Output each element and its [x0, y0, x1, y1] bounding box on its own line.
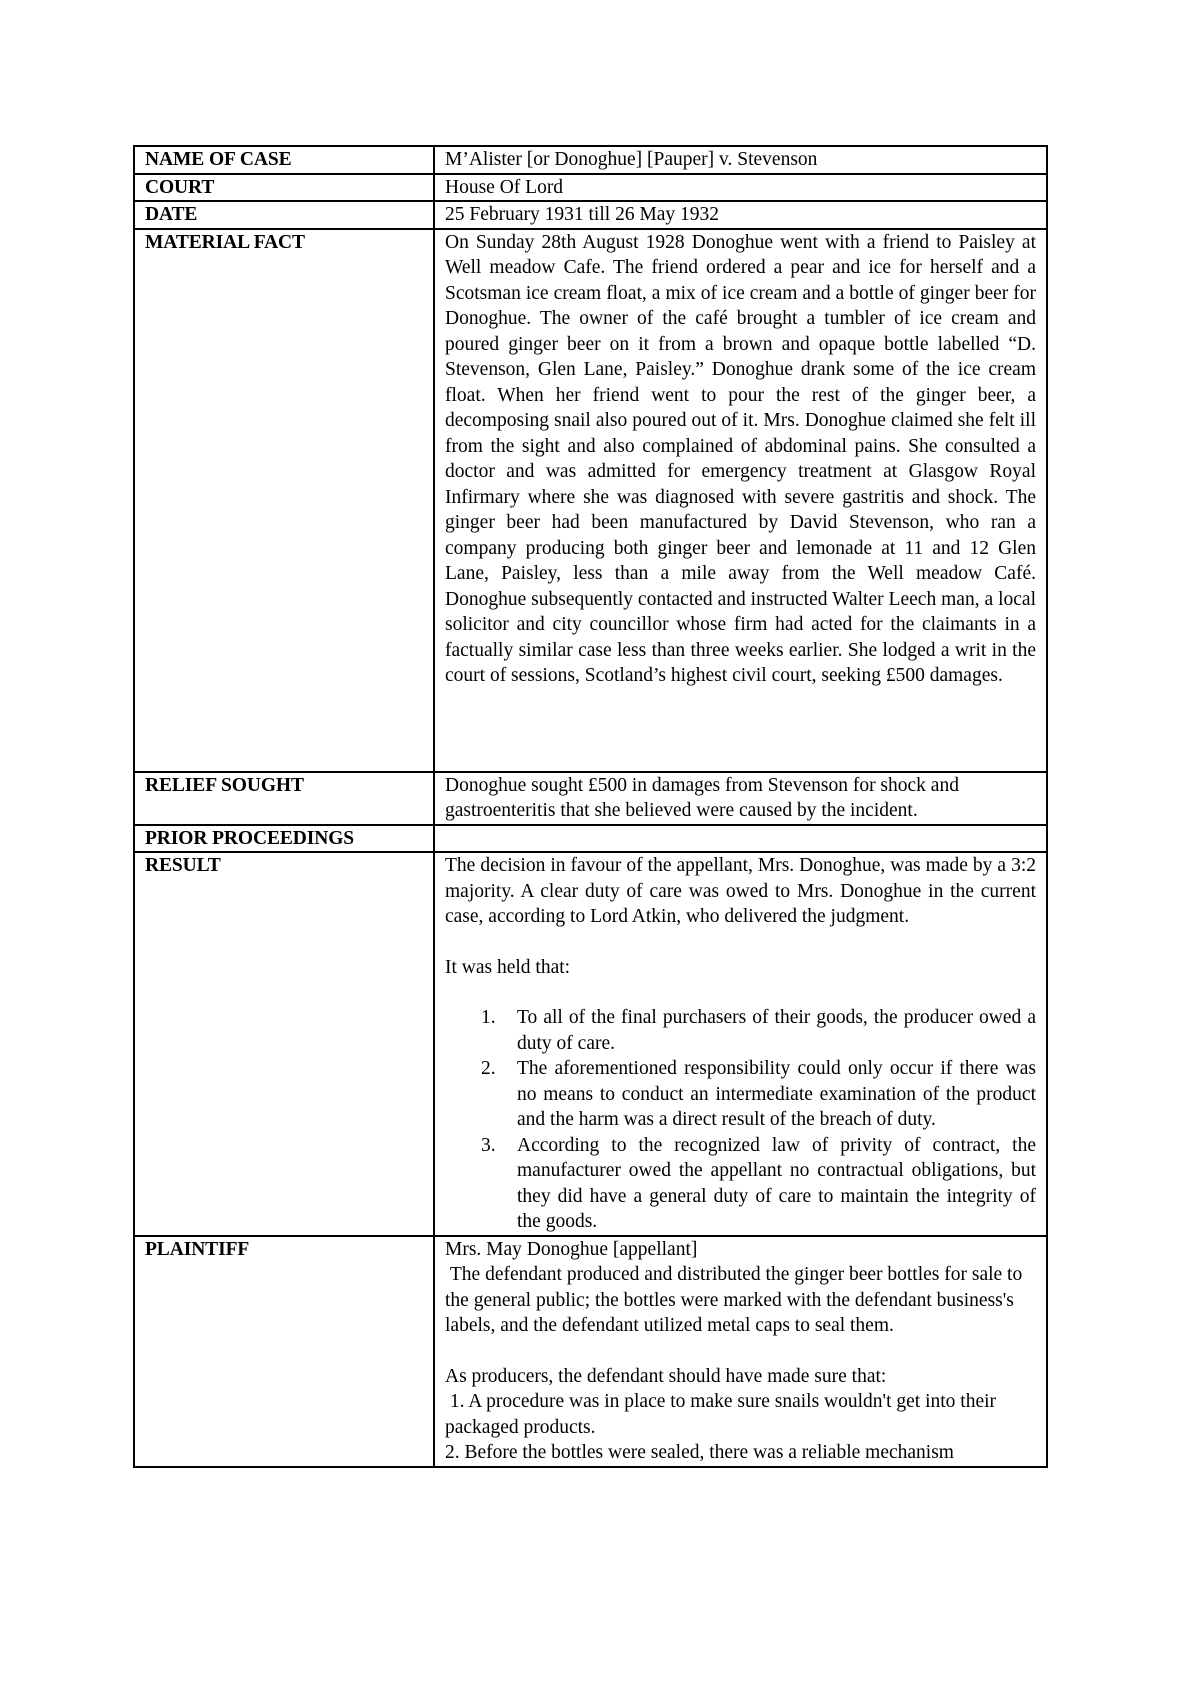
value-date: 25 February 1931 till 26 May 1932 — [434, 201, 1047, 229]
held-item-text: According to the recognized law of privity of contract, the manufacturer owed the appellant no contractual obligations, but they did have a general duty of care to maintain the integrity of the goods. — [517, 1134, 1036, 1232]
result-held-intro: It was held that: — [445, 956, 571, 978]
held-item-number: 3. — [481, 1134, 496, 1156]
label-date: DATE — [134, 201, 434, 229]
held-item — [481, 1056, 1036, 1133]
value-relief-sought: Donoghue sought £500 in damages from Stevenson for shock and gastroenteritis that she believed were caused by the incident. — [434, 772, 1047, 825]
label-name-of-case: NAME OF CASE — [134, 146, 434, 174]
row-result — [134, 852, 1047, 1236]
held-item — [481, 1005, 1036, 1056]
held-item-number: 2. — [481, 1058, 496, 1079]
result-intro: The decision in favour of the appellant, Mrs. Donoghue, was made by a 3:2 majority. A clear duty of care was owed to Mrs. Donoghue in the current case, according to Lord Atkin, who delivered the judgment. — [445, 855, 1036, 927]
case-brief-table — [133, 145, 1048, 1468]
row-plaintiff — [134, 1236, 1047, 1467]
label-material-fact: MATERIAL FACT — [134, 229, 434, 772]
plaintiff-point-1: 1. A procedure was in place to make sure snails wouldn't get into their packaged products. — [445, 1391, 1001, 1438]
value-court: House Of Lord — [434, 174, 1047, 202]
row-material-fact — [134, 229, 1047, 772]
row-name-of-case — [134, 146, 1047, 174]
held-list — [445, 1005, 1036, 1235]
held-item — [481, 1133, 1036, 1235]
row-prior-proceedings — [134, 825, 1047, 853]
label-prior-proceedings: PRIOR PROCEEDINGS — [134, 825, 434, 853]
held-item-text: To all of the final purchasers of their goods, the producer owed a duty of care. — [517, 1007, 1036, 1054]
value-prior-proceedings — [434, 825, 1047, 853]
plaintiff-facts: The defendant produced and distributed the ginger beer bottles for sale to the general public; the bottles were marked with the defendant business's labels, and the defendant utilized metal caps to seal them. — [445, 1264, 1028, 1336]
plaintiff-name: Mrs. May Donoghue [appellant] — [445, 1238, 698, 1260]
value-material-fact: On Sunday 28th August 1928 Donoghue went with a friend to Paisley at Well meadow Cafe. The friend ordered a pear and ice for herself and a Scotsman ice cream float, a mix of ice cream and a bottle of ginger beer for Donoghue. The owner of the café brought a tumbler of ice cream and poured ginger beer on it from a brown and opaque bottle labelled “D. Stevenson, Glen Lane, Paisley.” Donoghue drank some of the ice cream float. When her friend went to pour the rest of the ginger beer, a decomposing snail also poured out of it. Mrs. Donoghue claimed she felt ill from the sight and also complained of abdominal pains. She consulted a doctor and was admitted for emergency treatment at Glasgow Royal Infirmary where she was diagnosed with severe gastritis and shock. The ginger beer had been manufactured by David Stevenson, who ran a company producing both ginger beer and lemonade at 11 and 12 Glen Lane, Paisley, less than a mile away from the Well meadow Café. Donoghue subsequently contacted and instructed Walter Leech man, a local solicitor and city councillor whose firm had acted for the claimants in a factually similar case less than three weeks earlier. She lodged a writ in the court of sessions, Scotland’s highest civil court, seeking £500 damages. — [434, 229, 1047, 772]
label-court: COURT — [134, 174, 434, 202]
row-court — [134, 174, 1047, 202]
row-relief-sought — [134, 772, 1047, 825]
value-plaintiff — [434, 1236, 1047, 1467]
label-plaintiff: PLAINTIFF — [134, 1236, 434, 1467]
held-item-text: The aforementioned responsibility could only occur if there was no means to conduct an intermediate examination of the product and the harm was a direct result of the breach of duty. — [517, 1058, 1036, 1130]
plaintiff-duty-intro: As producers, the defendant should have made sure that: — [445, 1365, 887, 1387]
value-result — [434, 852, 1047, 1236]
plaintiff-point-2: 2. Before the bottles were sealed, there was a reliable mechanism — [445, 1442, 954, 1463]
label-result: RESULT — [134, 852, 434, 1236]
label-relief-sought: RELIEF SOUGHT — [134, 772, 434, 825]
held-item-number: 1. — [481, 1007, 496, 1028]
row-date — [134, 201, 1047, 229]
value-name-of-case: M’Alister [or Donoghue] [Pauper] v. Stevenson — [434, 146, 1047, 174]
